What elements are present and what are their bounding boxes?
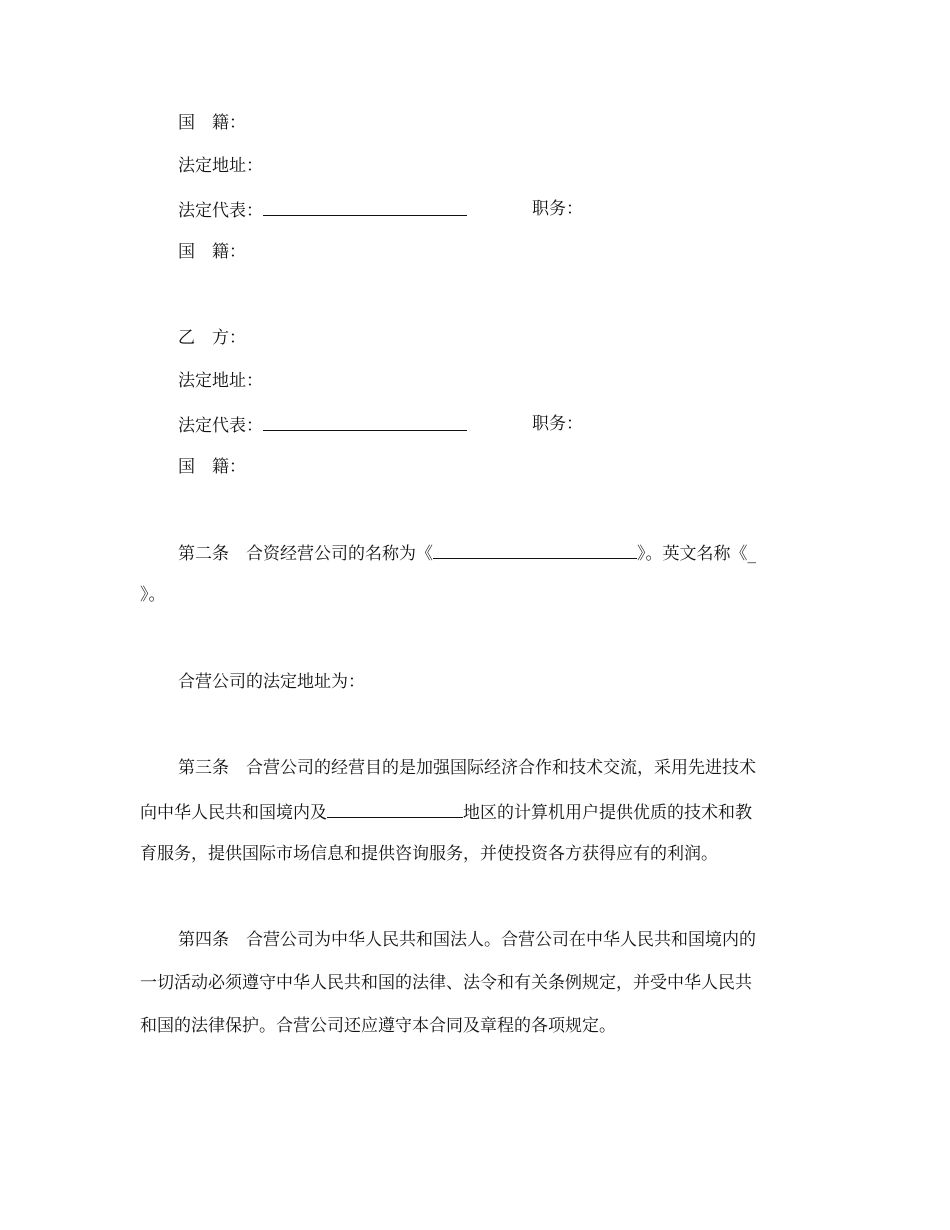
article-4-line-2: 一切活动必须遵守中华人民共和国的法律、法令和有关条例规定，并受中华人民共 — [140, 973, 752, 993]
party-a-nationality-label-2: 国 籍： — [178, 242, 246, 262]
party-a-legal-rep-label: 法定代表： — [178, 201, 263, 221]
company-legal-address-label: 合营公司的法定地址为： — [178, 672, 365, 692]
party-a-legal-rep-row — [178, 198, 467, 220]
party-b-legal-rep-label: 法定代表： — [178, 416, 263, 436]
company-name-blank[interactable] — [433, 541, 637, 559]
article-2-mid: 》。英文名称《 — [637, 544, 748, 564]
article-3-line-1: 第三条 合营公司的经营目的是加强国际经济合作和技术交流，采用先进技术 — [178, 758, 756, 778]
party-b-legal-address-label: 法定地址： — [178, 371, 263, 391]
article-2-lead: 第二条 合资经营公司的名称为《 — [178, 544, 433, 564]
article-3-line-3: 育服务，提供国际市场信息和提供咨询服务，并使投资各方获得应有的利润。 — [140, 844, 718, 864]
article-3-line-2a: 向中华人民共和国境内及 — [140, 803, 327, 823]
party-a-legal-rep-blank[interactable] — [263, 198, 467, 216]
article-4-line-1: 第四条 合营公司为中华人民共和国法人。合营公司在中华人民共和国境内的 — [178, 930, 756, 950]
party-a-nationality-label: 国 籍： — [178, 113, 246, 133]
article-3-line-2b: 地区的计算机用户提供优质的技术和教 — [463, 803, 752, 823]
party-b-nationality-label: 国 籍： — [178, 457, 246, 477]
article-2-line-1 — [178, 541, 756, 563]
region-blank[interactable] — [327, 800, 463, 818]
party-b-legal-rep-blank[interactable] — [263, 413, 467, 431]
article-4-line-3: 和国的法律保护。合营公司还应遵守本合同及章程的各项规定。 — [140, 1016, 616, 1036]
party-b-position-label: 职务： — [532, 414, 583, 434]
party-b-legal-rep-row — [178, 413, 467, 435]
party-a-legal-address-label: 法定地址： — [178, 156, 263, 176]
party-b-label: 乙 方： — [178, 328, 246, 348]
english-name-blank[interactable]: _ — [747, 544, 756, 564]
article-2-line-2: 》。 — [140, 585, 166, 605]
party-a-position-label: 职务： — [532, 199, 583, 219]
article-3-line-2 — [140, 800, 752, 822]
